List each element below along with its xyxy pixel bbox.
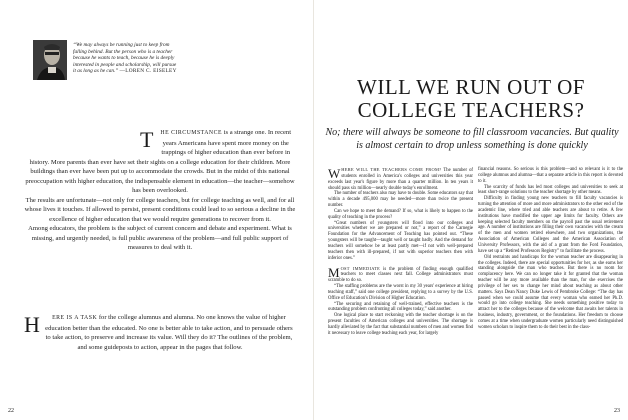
page-number-left: 22 <box>8 408 14 414</box>
lead-paragraph-1: is a strange one. In recent years Americans have spent more money on the trappings of higher education than ever before in history. More parents than ever have set their sights on a college education for their children. More buildings than ever have been put up to accommodate the crowds. But in the midst of this national preoccupation with higher education, the indispensable element in education—the teacher—somehow has been overlooked. <box>25 129 295 194</box>
title-line-1: WILL WE RUN OUT OF <box>357 75 585 99</box>
lead2-opening: ERE IS A TASK <box>52 315 98 321</box>
col1-paragraph-5: is the problem of finding enough qualified teachers to meet classes next fall. College administrators must scramble to do so. <box>328 266 473 284</box>
epigraph-attribution: —LOREN C. EISELEY <box>119 68 177 75</box>
drop-cap-2: H <box>24 312 40 337</box>
lead-paragraph-3: Among educators, the problem is the subject of current concern and debate and experiment. What is missing, and urgently needed, is full public awareness of the problem—and full public support of measures to deal with it. <box>28 225 292 251</box>
lead-text <box>24 128 296 253</box>
col1-paragraph-3: Can we hope to meet the demand? If so, what is likely to happen to the quality of teaching in the process? <box>328 208 473 220</box>
lead2-paragraph: for the college alumnus and alumna. No one knows the value of higher education better than the educated. No one is better able to take action, and to persuade others to take action, to preserve and increase its value. Will they do it? The outlines of the problem, and some guideposts to action, appear in the pages that follow. <box>45 314 293 351</box>
epigraph <box>73 42 178 75</box>
column-drop-cap-2: M <box>328 264 340 280</box>
lead-opening: HE CIRCUMSTANCE <box>160 130 223 136</box>
epigraph-quote: “We may always be running just to keep from falling behind. But the person who is a teacher because he wants to teach, because he is deeply interested in people and scholarship, will pursue it as long as he can.” <box>73 42 177 75</box>
column-2 <box>478 167 623 331</box>
col1-paragraph-8: One logical place to start reckoning with the teacher shortage is on the present faculties of American colleges and universities. The shortage is hardly alleviated by the fact that substantial numbers of men and women find it necessary to leave college teaching each year, for largely <box>328 313 474 336</box>
col1-paragraph-1: The number of students enrolled in America's colleges and universities this year exceeds last year's figure by more than a quarter million. In ten years it should pass six million—nearly double today's enrollment. <box>328 168 473 191</box>
col1-paragraph-2: The number of teachers also may have to double. Some educators say that within a decade 495,000 may be needed—more than twice the present number. <box>328 191 473 209</box>
title-line-2: COLLEGE TEACHERS? <box>357 98 585 122</box>
drop-cap: T <box>140 127 154 152</box>
col2-paragraph-2: The scarcity of funds has led most colleges and universities to seek at least short-range solutions to the teacher shortage by other means. <box>478 184 623 196</box>
page-number-right: 23 <box>614 408 620 414</box>
col2-paragraph-1: financial reasons. So serious is this problem—and so relevant is it to the college alumnus and alumna—that a separate article in this report is devoted to it. <box>478 167 623 184</box>
col1-paragraph-6: “The staffing problems are the worst in my 30 years' experience at hiring teaching staff,” said one college president, replying to a survey by the U.S. Office of Education's Division of Higher Education. <box>328 284 473 301</box>
portrait-photo <box>33 40 67 80</box>
col1-paragraph-4: “Great numbers of youngsters will flood into our colleges and universities whether we are prepared or not,” a report of the Carnegie Foundation for the Advancement of Teaching has pointed out. “These youngsters will be taught—taught well or taught badly. And the demand for teachers will somehow be at least partly met—if not with well-prepared teachers then with ill-prepared, if not with superior teachers then with inferior ones.” <box>328 220 473 261</box>
col2-paragraph-3: Difficulty in finding young new teachers to fill faculty vacancies is turning the attention of more and more administrators to the other end of the academic line, where tried and able teachers are about to retire. A few institutions have modified the upper age limits for faculty. Others are keeping selected faculty members on the payroll past the usual retirement age. A number of institutions are filling their own vacancies with the cream of the men and women retired elsewhere, and two organizations, the Association of American Colleges and the American Association of University Professors, with the aid of a grant from the Ford Foundation, have set up a “Retired Professors Registry” to facilitate the process. <box>478 196 623 254</box>
article-subtitle: No; there will always be someone to fill classroom vacancies. But quality is almost certain to drop unless something is done quickly <box>325 127 619 151</box>
lead-text-2 <box>24 313 296 352</box>
column-opening-2: OST IMMEDIATE <box>340 265 381 271</box>
lead-paragraph-2: The results are unfortunate—not only for college teachers, but for college teaching as well, and for all whose lives it touches. If allowed to persist, present conditions could lead to so serious a decline in the excellence of higher education that we would require generations to recover from it. <box>24 196 296 223</box>
column-drop-cap: W <box>328 166 341 181</box>
column-1 <box>328 167 473 337</box>
col2-paragraph-4: Old restraints and handicaps for the woman teacher are disappearing in the colleges. Indeed, there are special opportunities for her, as she earns her standing alongside the man who teaches. But there is no room for complacency here. We can no longer take it for granted that the woman teacher will be any more available than the man, for she exercises the privilege of her sex to change her mind about teaching as about other matters. Says Dean Nancy Duke Lewis of Pembroke College: “The day has passed when we could assume that every woman who earned her Ph.D. would go into college teaching. She needs something positive today to attract her to the colleges because of the welcome that awaits her talents in business, industry, government, or the foundations. Her freedom to choose comes at a time when undergraduate women particularly need distinguished women scholars to inspire them to do their best in the class- <box>478 254 623 330</box>
col1-paragraph-7: “The securing and retaining of well-trained, effective teachers is the outstanding problem confronting all colleges today,” said another. <box>328 301 473 313</box>
column-opening: HERE WILL THE TEACHERS COME FROM? <box>341 167 442 172</box>
right-page <box>314 0 628 420</box>
article-title <box>314 76 628 122</box>
